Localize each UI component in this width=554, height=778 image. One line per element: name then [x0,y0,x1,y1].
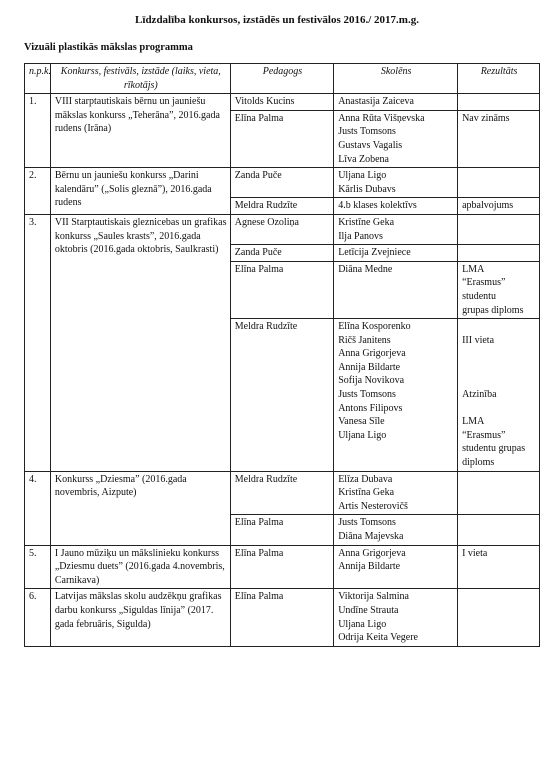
table-row [25,545,540,589]
students-cell: Viktorija Salmina Undīne Strauta Uljana Ligo Odrija Keita Vegere [334,589,458,646]
result-cell [458,214,540,244]
header-pedagogs: Pedagogs [230,64,333,94]
teacher-cell: Meldra Rudzīte [230,471,333,515]
teacher-cell: Elīna Palma [230,261,333,318]
competition-cell: VIII starptautiskais bērnu un jauniešu mākslas konkurss „Teherāna”, 2016.gada rudens (Irāna) [50,94,230,168]
students-cell: Kristīne Geka Ilja Panovs [334,214,458,244]
teacher-cell: Elīna Palma [230,110,333,167]
result-cell: LMA “Erasmus” studentu grupas diploms [458,261,540,318]
row-number: 2. [25,168,51,215]
competition-cell: Latvijas mākslas skolu audzēkņu grafikas darbu konkurss „Siguldas līnija” (2017. gada februāris, Sigulda) [50,589,230,646]
result-cell [458,589,540,646]
program-subtitle: Vizuāli plastikās mākslas programma [24,42,193,53]
teacher-cell: Meldra Rudzīte [230,198,333,215]
result-cell [458,245,540,262]
header-konkurss: Konkurss, festivāls, izstāde (laiks, vieta, rīkotājs) [50,64,230,94]
competition-cell: Bērnu un jauniešu konkurss „Darini kalendāru” („Solis gleznā”), 2016.gada rudens [50,168,230,215]
table-row [25,94,540,111]
result-cell [458,94,540,111]
row-number: 4. [25,471,51,545]
teacher-cell: Zanda Puče [230,168,333,198]
result-cell [458,471,540,515]
table-row [25,589,540,646]
competition-cell: I Jauno mūziķu un mākslinieku konkurss „Dziesmu duets” (2016.gada 4.novembris, Carnikava) [50,545,230,589]
students-cell: Uljana Ligo Kārlis Dubavs [334,168,458,198]
header-skolens: Skolēns [334,64,458,94]
result-cell: apbalvojums [458,198,540,215]
students-cell: Elīna Kosporenko Ričš Janitens Anna Grigorjeva Annija Bildarte Sofija Novikova Justs Tomsons Antons Filipovs Vanesa Sīle Uljana Ligo [334,319,458,472]
competition-cell: VII Starptautiskais gleznicebas un grafikas konkurss „Saules krasts”, 2016.gada oktobris (2016.gada oktobris, Saulkrasti) [50,214,230,471]
teacher-cell: Elīna Palma [230,545,333,589]
table-header-row [25,64,540,94]
teacher-cell: Elīna Palma [230,515,333,545]
students-cell: Anna Grigorjeva Annija Bildarte [334,545,458,589]
result-cell: Nav zināms [458,110,540,167]
students-cell: Anastasija Zaiceva [334,94,458,111]
competition-table [24,63,540,647]
teacher-cell: Elīna Palma [230,589,333,646]
header-rezultats: Rezultāts [458,64,540,94]
competition-cell: Konkurss „Dziesma” (2016.gada novembris, Aizpute) [50,471,230,545]
row-number: 5. [25,545,51,589]
teacher-cell: Zanda Puče [230,245,333,262]
document-title: Līdzdalība konkursos, izstādēs un festivālos 2016./ 2017.m.g. [135,14,419,26]
teacher-cell: Agnese Ozoliņa [230,214,333,244]
teacher-cell: Vitolds Kucins [230,94,333,111]
table-row [25,214,540,244]
students-cell: 4.b klases kolektīvs [334,198,458,215]
students-cell: Diāna Medne [334,261,458,318]
row-number: 3. [25,214,51,471]
teacher-cell: Meldra Rudzīte [230,319,333,472]
row-number: 6. [25,589,51,646]
table-row [25,168,540,198]
row-number: 1. [25,94,51,168]
students-cell: Justs Tomsons Diāna Majevska [334,515,458,545]
students-cell: Letīcija Zvejniece [334,245,458,262]
students-cell: Elīza Dubava Kristīna Geka Artis Nesterovičš [334,471,458,515]
header-npk: n.p.k. [25,64,51,94]
result-cell: I vieta [458,545,540,589]
result-cell: III vieta Atzinība LMA “Erasmus” studentu grupas diploms [458,319,540,472]
result-cell [458,515,540,545]
students-cell: Anna Rūta Višņevska Justs Tomsons Gustavs Vagalis Līva Zobena [334,110,458,167]
table-row [25,471,540,515]
result-cell [458,168,540,198]
